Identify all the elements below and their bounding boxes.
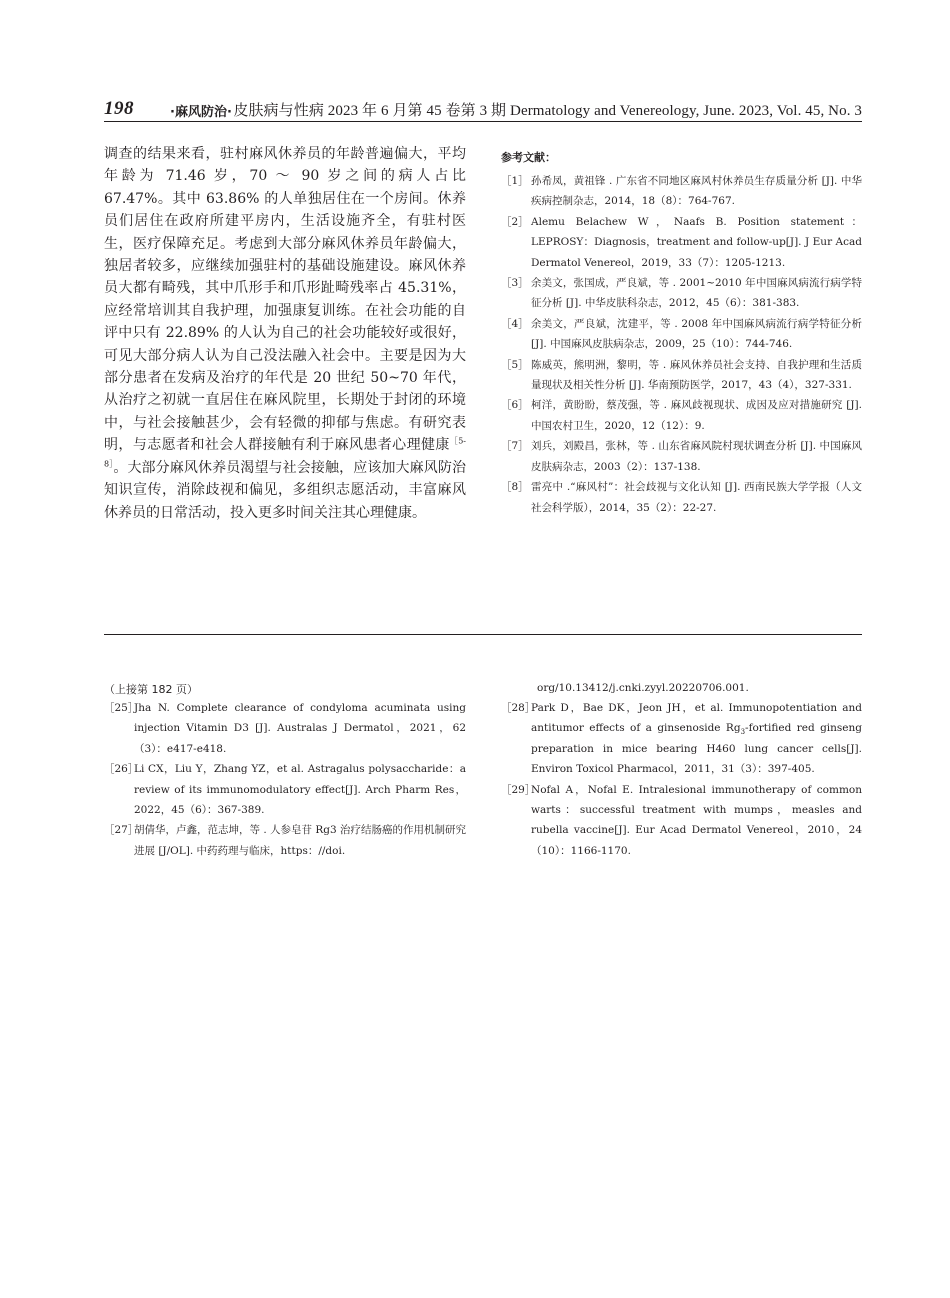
reference-continuation: org/10.13412/j.cnki.zyyl.20220706.001.	[537, 682, 749, 694]
reference-number: ［1］	[501, 175, 529, 187]
section-label: ·麻风防治·	[170, 105, 232, 120]
reference-text: 余美文，张国成，严良斌，等 . 2001~2010 年中国麻风病流行病学特征分析 [J]. 中华皮肤科杂志，2012，45（6）：381-383.	[531, 277, 862, 310]
reference-number: ［28］	[501, 702, 536, 714]
reference-number: ［2］	[501, 215, 529, 228]
page-number: 198	[104, 98, 134, 119]
reference-text: 余美文，严良斌，沈建平，等 . 2008 年中国麻风病流行病学特征分析 [J]. 中国麻风皮肤病杂志，2009，25（10）：744-746.	[531, 317, 862, 351]
continued-reference-list-right	[501, 698, 862, 861]
reference-number: ［27］	[104, 824, 139, 837]
reference-text: 陈威英，熊明洲，黎明，等 . 麻风休养员社会支持、自我护理和生活质量现状及相关性分析 [J]. 华南预防医学，2017，43（4），327-331.	[531, 358, 862, 392]
reference-text: 雷亮中 .“麻风村”：社会歧视与文化认知 [J]. 西南民族大学学报（人文社会科学版），2014，35（2）：22-27.	[531, 481, 862, 514]
body-text-end: 。大部分麻风休养员渴望与社会接触，应该加大麻风防治知识宣传，消除歧视和偏见，多组织志愿活动，丰富麻风休养员的日常活动，投入更多时间关注其心理健康。	[104, 459, 467, 521]
reference-list	[501, 171, 862, 518]
reference-number: ［26］	[104, 763, 139, 776]
reference-item	[501, 273, 862, 314]
reference-number: ［3］	[501, 277, 529, 290]
reference-number: ［29］	[501, 783, 536, 796]
reference-number: ［6］	[501, 399, 529, 412]
reference-text-after: -fortified red ginseng preparation in mice bearing H460 lung cancer cells[J]. Environ Toxicol Pharmacol，2011，31（3）：397-405.	[531, 722, 863, 776]
reference-item	[501, 780, 862, 862]
reference-text: 柯洋，黄盼盼，蔡茂强，等 . 麻风歧视现状、成因及应对措施研究 [J]. 中国农村卫生，2020，12（12）：9.	[531, 399, 862, 432]
reference-item	[104, 698, 466, 759]
body-text-main: 调查的结果来看，驻村麻风休养员的年龄普遍偏大，平均年龄为 71.46 岁，70 ～ 90 岁之间的病人占比 67.47%。其中 63.86% 的人单独居住在一个房间。休养员们居住在政府所建平房内，生活设施齐全，有驻村医生，医疗保障充足。考虑到大部分麻风休养员年龄偏大，独居者较多，应继续加强驻村的基础设施建设。麻风休养员大都有畸残，其中爪形手和爪形趾畸残率占 45.31%，应经常培训其自我护理，加强康复训练。在社会功能的自评中只有 22.89% 的人认为自己的社会功能较好或很好，可见大部分病人认为自己没法融入社会中。主要是因为大部分患者在发病及治疗的年代是 20 世纪 50~70 年代，从治疗之初就一直居住在麻风院里，长期处于封闭的环境中，与社会接触甚少，会有轻微的抑郁与焦虑。有研究表明，与志愿者和社会人群接触有利于麻风患者心理健康	[104, 146, 466, 454]
citation-superscript: ［5-8］	[104, 436, 466, 469]
reference-number: ［5］	[501, 358, 529, 371]
reference-item	[501, 436, 862, 477]
reference-subscript: 3	[740, 728, 746, 737]
section-separator	[104, 634, 862, 635]
reference-text: 孙希凤，黄祖锋 . 广东省不同地区麻风村休养员生存质量分析 [J]. 中华疾病控制杂志，2014，18（8）：764-767.	[531, 175, 862, 208]
reference-item	[501, 355, 862, 396]
reference-item	[104, 759, 466, 820]
reference-text: Li CX，Liu Y，Zhang YZ，et al. Astragalus polysaccharide：a review of its immunomodulatory effect[J]. Arch Pharm Res，2022，45（6）：367-389.	[134, 763, 466, 817]
reference-text-before: Park D，Bae DK，Jeon JH，et al. Immunopotentiation and antitumor effects of a ginsenoside Rg	[531, 702, 862, 735]
reference-text: 刘兵，刘殿昌，张林，等 . 山东省麻风院村现状调查分析 [J]. 中国麻风皮肤病杂志，2003（2）：137-138.	[531, 440, 862, 473]
reference-item	[501, 698, 862, 780]
reference-item	[501, 212, 862, 273]
reference-number: ［7］	[501, 440, 529, 453]
reference-item	[104, 820, 466, 861]
reference-text: 胡倩华，卢鑫，范志坤，等 . 人参皂苷 Rg3 治疗结肠癌的作用机制研究进展 [J/OL]. 中药药理与临床，https：//doi.	[134, 824, 466, 857]
references-heading: 参考文献：	[501, 151, 556, 164]
reference-text-before: Nofal A，Nofal E. Intralesional immunotherapy of common warts：successful treatment with mumps，measles and rubella vaccine[J]. Eur Acad Dermatol Venereol，2010，24（10）：1166-1170.	[531, 783, 862, 857]
reference-number: ［8］	[501, 481, 529, 494]
header-rule	[104, 121, 862, 122]
continued-from-label: （上接第 182 页）	[104, 683, 198, 696]
journal-info: 皮肤病与性病 2023 年 6 月第 45 卷第 3 期 Dermatology and Venereology, June. 2023, Vol. 45, No. 3	[233, 103, 862, 119]
reference-item	[501, 171, 862, 212]
running-header	[104, 98, 862, 120]
reference-number: ［25］	[104, 702, 139, 714]
reference-item	[501, 477, 862, 518]
reference-text: Alemu Belachew W，Naafs B. Position statement：LEPROSY：Diagnosis，treatment and follow-up[J]. J Eur Acad Dermatol Venereol，2019，33（7）：1205-1213.	[531, 215, 862, 269]
body-paragraph	[104, 143, 466, 524]
reference-item	[501, 314, 862, 355]
continued-reference-list-left	[104, 698, 466, 861]
reference-number: ［4］	[501, 317, 529, 330]
reference-text: Jha N. Complete clearance of condyloma acuminata using injection Vitamin D3 [J]. Australas J Dermatol，2021，62（3）：e417-e418.	[134, 702, 466, 755]
reference-item	[501, 395, 862, 436]
